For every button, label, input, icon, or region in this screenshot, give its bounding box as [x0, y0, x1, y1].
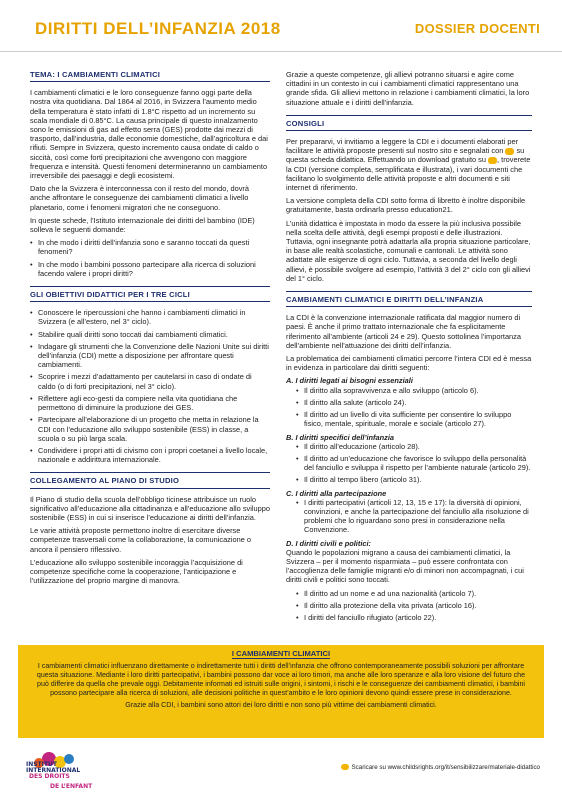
- piano-section: [30, 472, 270, 585]
- tema-section: [30, 70, 270, 278]
- cdi-paragraph-2: La problematica dei cambiamenti climatici percorre l’intera CDI ed è messa in evidenza in particolare dai diritti seguenti:: [286, 354, 532, 373]
- page-title: DIRITTI DELL’INFANZIA 2018: [35, 19, 281, 38]
- cdi-paragraph-1: La CDI è la convenzione internazionale ratificata dal maggior numero di paesi. È anche il primo trattato internazionale che fa esplicitamente riferimento all’ambiente (articoli 24 e 29). Questo sottolinea l’importanza dell’ambiente nell’attuazione dei diritti dell’infanzia.: [286, 313, 521, 350]
- list-item: • Il diritto all’educazione (articolo 28).: [286, 442, 532, 451]
- obiettivi-list: [30, 308, 270, 464]
- dossier-label: DOSSIER DOCENTI: [414, 21, 540, 36]
- highlight-conclusion: Grazie alla CDI, i bambini sono attori dei loro diritti e non sono più vittime dei cambiamenti climatici.: [125, 701, 437, 709]
- download-link-text[interactable]: Scaricare su www.childsrights.org/it/sensibilizzare/materiale-didattico: [351, 764, 540, 771]
- logo-text-1: INSTITUT INTERNATIONAL: [26, 761, 81, 774]
- cdi-title: CAMBIAMENTI CLIMATICI E DIRITTI DELL’INFANZIA: [286, 291, 532, 307]
- cdi-list-d: [286, 589, 532, 623]
- pointing-hand-icon: [488, 157, 497, 164]
- cdi-list-c: [286, 498, 532, 535]
- cdi-subtitle-b: B. I diritti specifici dell’infanzia: [286, 432, 395, 442]
- download-link[interactable]: [341, 764, 540, 771]
- tema-question: • In che modo i bambini possono partecipare alla ricerca di soluzioni facendo valere i propri diritti?: [30, 260, 270, 278]
- tema-paragraph-3: In queste schede, l’Istituto internazionale dei diritti del bambino (IDE) solleva le seguenti domande:: [30, 215, 255, 235]
- consigli-text-c: , troverete la CDI (versione completa, semplificata e illustrata), i vari documenti che facilitano lo svolgimento delle attività proposte e altri documenti e siti internet di riferimento.: [286, 155, 531, 193]
- cdi-subtitle-d: D. I diritti civili e politici:: [286, 538, 372, 548]
- pointing-hand-icon: [341, 764, 349, 770]
- logo-text-2: DES DROITS: [29, 773, 70, 780]
- page-header: [0, 0, 562, 52]
- tema-paragraph-1: I cambiamenti climatici e le loro conseguenze fanno oggi parte della nostra vita quotidiana. Dal 1864 al 2016, in Svizzera l’aumento medio della temperatura è stato infatti di 1.8°C rispetto ad un incremento su scala mondiale di 0.85°C. La causa principale di questo innalzamento sono le emissioni di gas ad effetto serra (GES) prodotte dai mezzi di trasporto, dall’industria, dalle economie domestiche, dall’agricoltura e dai rifiuti. Sempre in Svizzera, questo incremento causa ondate di caldo o siccità, così come forti precipitazioni che avvengono con maggiore frequenza e intensità. Questi fenomeni determineranno un cambiamento irreversibile dei paesaggi e degli ecosistemi.: [30, 88, 268, 181]
- cdi-subtitle-c: C. I diritti alla partecipazione: [286, 488, 387, 498]
- consigli-section: [286, 115, 532, 283]
- list-item: • Il diritto alla salute (articolo 24).: [286, 398, 532, 407]
- consigli-paragraph-2: La versione completa della CDI sotto forma di libretto è inoltre disponibile gratuitamente, basta ordinarla presso education21.: [286, 196, 526, 215]
- list-item: • Il diritto al tempo libero (articolo 31).: [286, 475, 532, 484]
- highlight-title-wrap: [18, 645, 544, 658]
- tema-title: TEMA: I CAMBIAMENTI CLIMATICI: [30, 70, 270, 82]
- highlight-title: I CAMBIAMENTI CLIMATICI: [231, 649, 331, 658]
- consigli-text-a: Per prepararvi, vi invitiamo a leggere la CDI e i documenti elaborati per facilitare le attività proposte presenti sul nostro sito e segnalati con: [286, 137, 519, 156]
- list-item: • Conoscere le ripercussioni che hanno i cambiamenti climatici in Svizzera (e all’estero, nel 3° ciclo).: [30, 308, 270, 326]
- tema-questions: [30, 238, 270, 278]
- consigli-title: CONSIGLI: [286, 115, 532, 131]
- obiettivi-section: [30, 286, 270, 464]
- logo-text-3: DE L’ENFANT: [50, 783, 93, 790]
- left-column: [30, 70, 270, 593]
- intro-paragraph: Grazie a queste competenze, gli allievi potranno situarsi e agire come cittadini in un contesto in cui i cambiamenti climatici rappresentano una grande sfida. Gli allievi mettono in relazione i cambiamenti climatici, la loro situazione attuale e i diritti dell’infanzia.: [286, 70, 530, 107]
- list-item: • Riflettere agli eco-gesti da compiere nella vita quotidiana che permettono di diminuire la produzione dei GES.: [30, 394, 270, 412]
- cdi-paragraph-d: Quando le popolazioni migrano a causa dei cambiamenti climatici, la Svizzera – per il momento risparmiata – può essere confrontata con l’accoglienza delle famiglie migranti e/o di minori non accompagnati, i cui diritti civili e politici sono toccati.: [286, 547, 524, 585]
- tema-paragraph-2: Dato che la Svizzera è interconnessa con il resto del mondo, dovrà anche affrontare le conseguenze dei cambiamenti climatici a livello planetario, come i fenomeni migratori che ne conseguono.: [30, 184, 249, 212]
- pointing-hand-icon: [505, 148, 514, 155]
- list-item: • Il diritto ad un livello di vita sufficiente per consentire lo sviluppo fisico, mentale, spirituale, morale e sociale (articolo 27).: [286, 410, 532, 428]
- piano-paragraph-2: Le varie attività proposte permettono inoltre di esercitare diverse competenze trasversali come la collaborazione, la comunicazione o ancora il pensiero riflessivo.: [30, 526, 252, 554]
- list-item: • Partecipare all’elaborazione di un progetto che metta in relazione la CDI con l’educazione allo sviluppo sostenibile (ESS) in classe, a scuola o su più larga scala.: [30, 415, 270, 443]
- list-item: • Il diritto ad un’educazione che favorisce lo sviluppo della personalità del fanciullo e sviluppa il rispetto per l’ambiente naturale (articolo 29).: [286, 454, 532, 472]
- highlight-text: I cambiamenti climatici influenzano direttamente o indirettamente tutti i diritti dell’infanzia che offrono contemporaneamente possibili soluzioni per affrontare questa situazione. Mediante i loro diritti partecipativi, i bambini possono dar voce ai loro timori, ma anche alle loro speranze e alla loro visione del futuro che può differire da quella che prevale oggi. Debitamente informati ed istruiti sulle origini, i sintomi, i rischi e le conseguenze dei cambiamenti climatici, i bambini possono partecipare alla ricerca di soluzioni, alle decisioni politiche in quest’ambito e le loro opinioni devono quindi essere prese in considerazione.: [36, 662, 526, 697]
- cdi-section: [286, 291, 532, 622]
- list-item: • Stabilire quali diritti sono toccati dai cambiamenti climatici.: [30, 330, 270, 339]
- cdi-list-b: [286, 442, 532, 485]
- piano-paragraph-3: L’educazione allo sviluppo sostenibile incoraggia l’acquisizione di competenze specifiche come la cooperazione, l’anticipazione e l’utilizzazione del proprio margine di manovra.: [30, 557, 243, 586]
- cdi-subtitle-a: A. I diritti legati ai bisogni essenziali: [286, 376, 413, 386]
- page-footer: [0, 740, 562, 800]
- right-column: [286, 70, 532, 630]
- tema-question: • In che modo i diritti dell’infanzia sono e saranno toccati da questi fenomeni?: [30, 238, 270, 256]
- obiettivi-title: GLI OBIETTIVI DIDATTICI PER I TRE CICLI: [30, 286, 270, 302]
- piano-title: COLLEGAMENTO AL PIANO DI STUDIO: [30, 472, 270, 488]
- intro-section: [286, 70, 532, 107]
- list-item: • Il diritto alla sopravvivenza e allo sviluppo (articolo 6).: [286, 386, 532, 395]
- highlight-box: [18, 645, 544, 738]
- list-item: • Il diritto alla protezione della vita privata (articolo 16).: [286, 601, 532, 610]
- consigli-paragraph-1: [286, 137, 532, 192]
- consigli-paragraph-3: L’unità didattica è impostata in modo da essere la più inclusiva possibile nella scelta delle attività, degli esempi proposti e delle illustrazioni. Tuttavia, ogni insegnante potrà adattarla alla propria situazione particolare, in base alle realtà scolastiche, comunali e cantonali. Le attività sono adattate alle esigenze di ogni ciclo. Tuttavia, a seconda del livello degli allievi, è possibile svolgere ad esempio, l’attività 3 del 2° ciclo con gli allievi del 1° ciclo.: [286, 218, 531, 283]
- list-item: • Scoprire i mezzi d’adattamento per cautelarsi in caso di ondate di caldo (o di forti precipitazioni, nel 3° ciclo).: [30, 372, 270, 390]
- list-item: • I diritti del fanciullo rifugiato (articolo 22).: [286, 613, 532, 622]
- consigli-text-b: su questa scheda didattica. Effettuando un download gratuito su: [286, 146, 525, 165]
- list-item: • Condividere i propri atti di civismo con i propri coetanei a livello locale, nazionale e addirittura internazionale.: [30, 446, 270, 464]
- list-item: • Il diritto ad un nome e ad una nazionalità (articolo 7).: [286, 589, 532, 598]
- ide-logo: [26, 752, 94, 798]
- piano-paragraph-1: Il Piano di studio della scuola dell’obbligo ticinese attribuisce un ruolo significativo all’educazione alla cittadinanza e all’educazione allo sviluppo sostenibile (ESS) in cui si inserisce l’educazione ai diritti dell’infanzia.: [30, 494, 270, 522]
- cdi-list-a: [286, 386, 532, 429]
- list-item: • I diritti partecipativi (articoli 12, 13, 15 e 17): la diversità di opinioni, convinzioni, e anche la partecipazione del fanciullo alla risoluzione di problemi che lo riguardano sono presi in considerazione nella Convenzione.: [286, 498, 532, 535]
- list-item: • Indagare gli strumenti che la Convenzione delle Nazioni Unite sui diritti dell’infanzia (CDI) mette a disposizione per affrontare questi cambiamenti.: [30, 342, 270, 370]
